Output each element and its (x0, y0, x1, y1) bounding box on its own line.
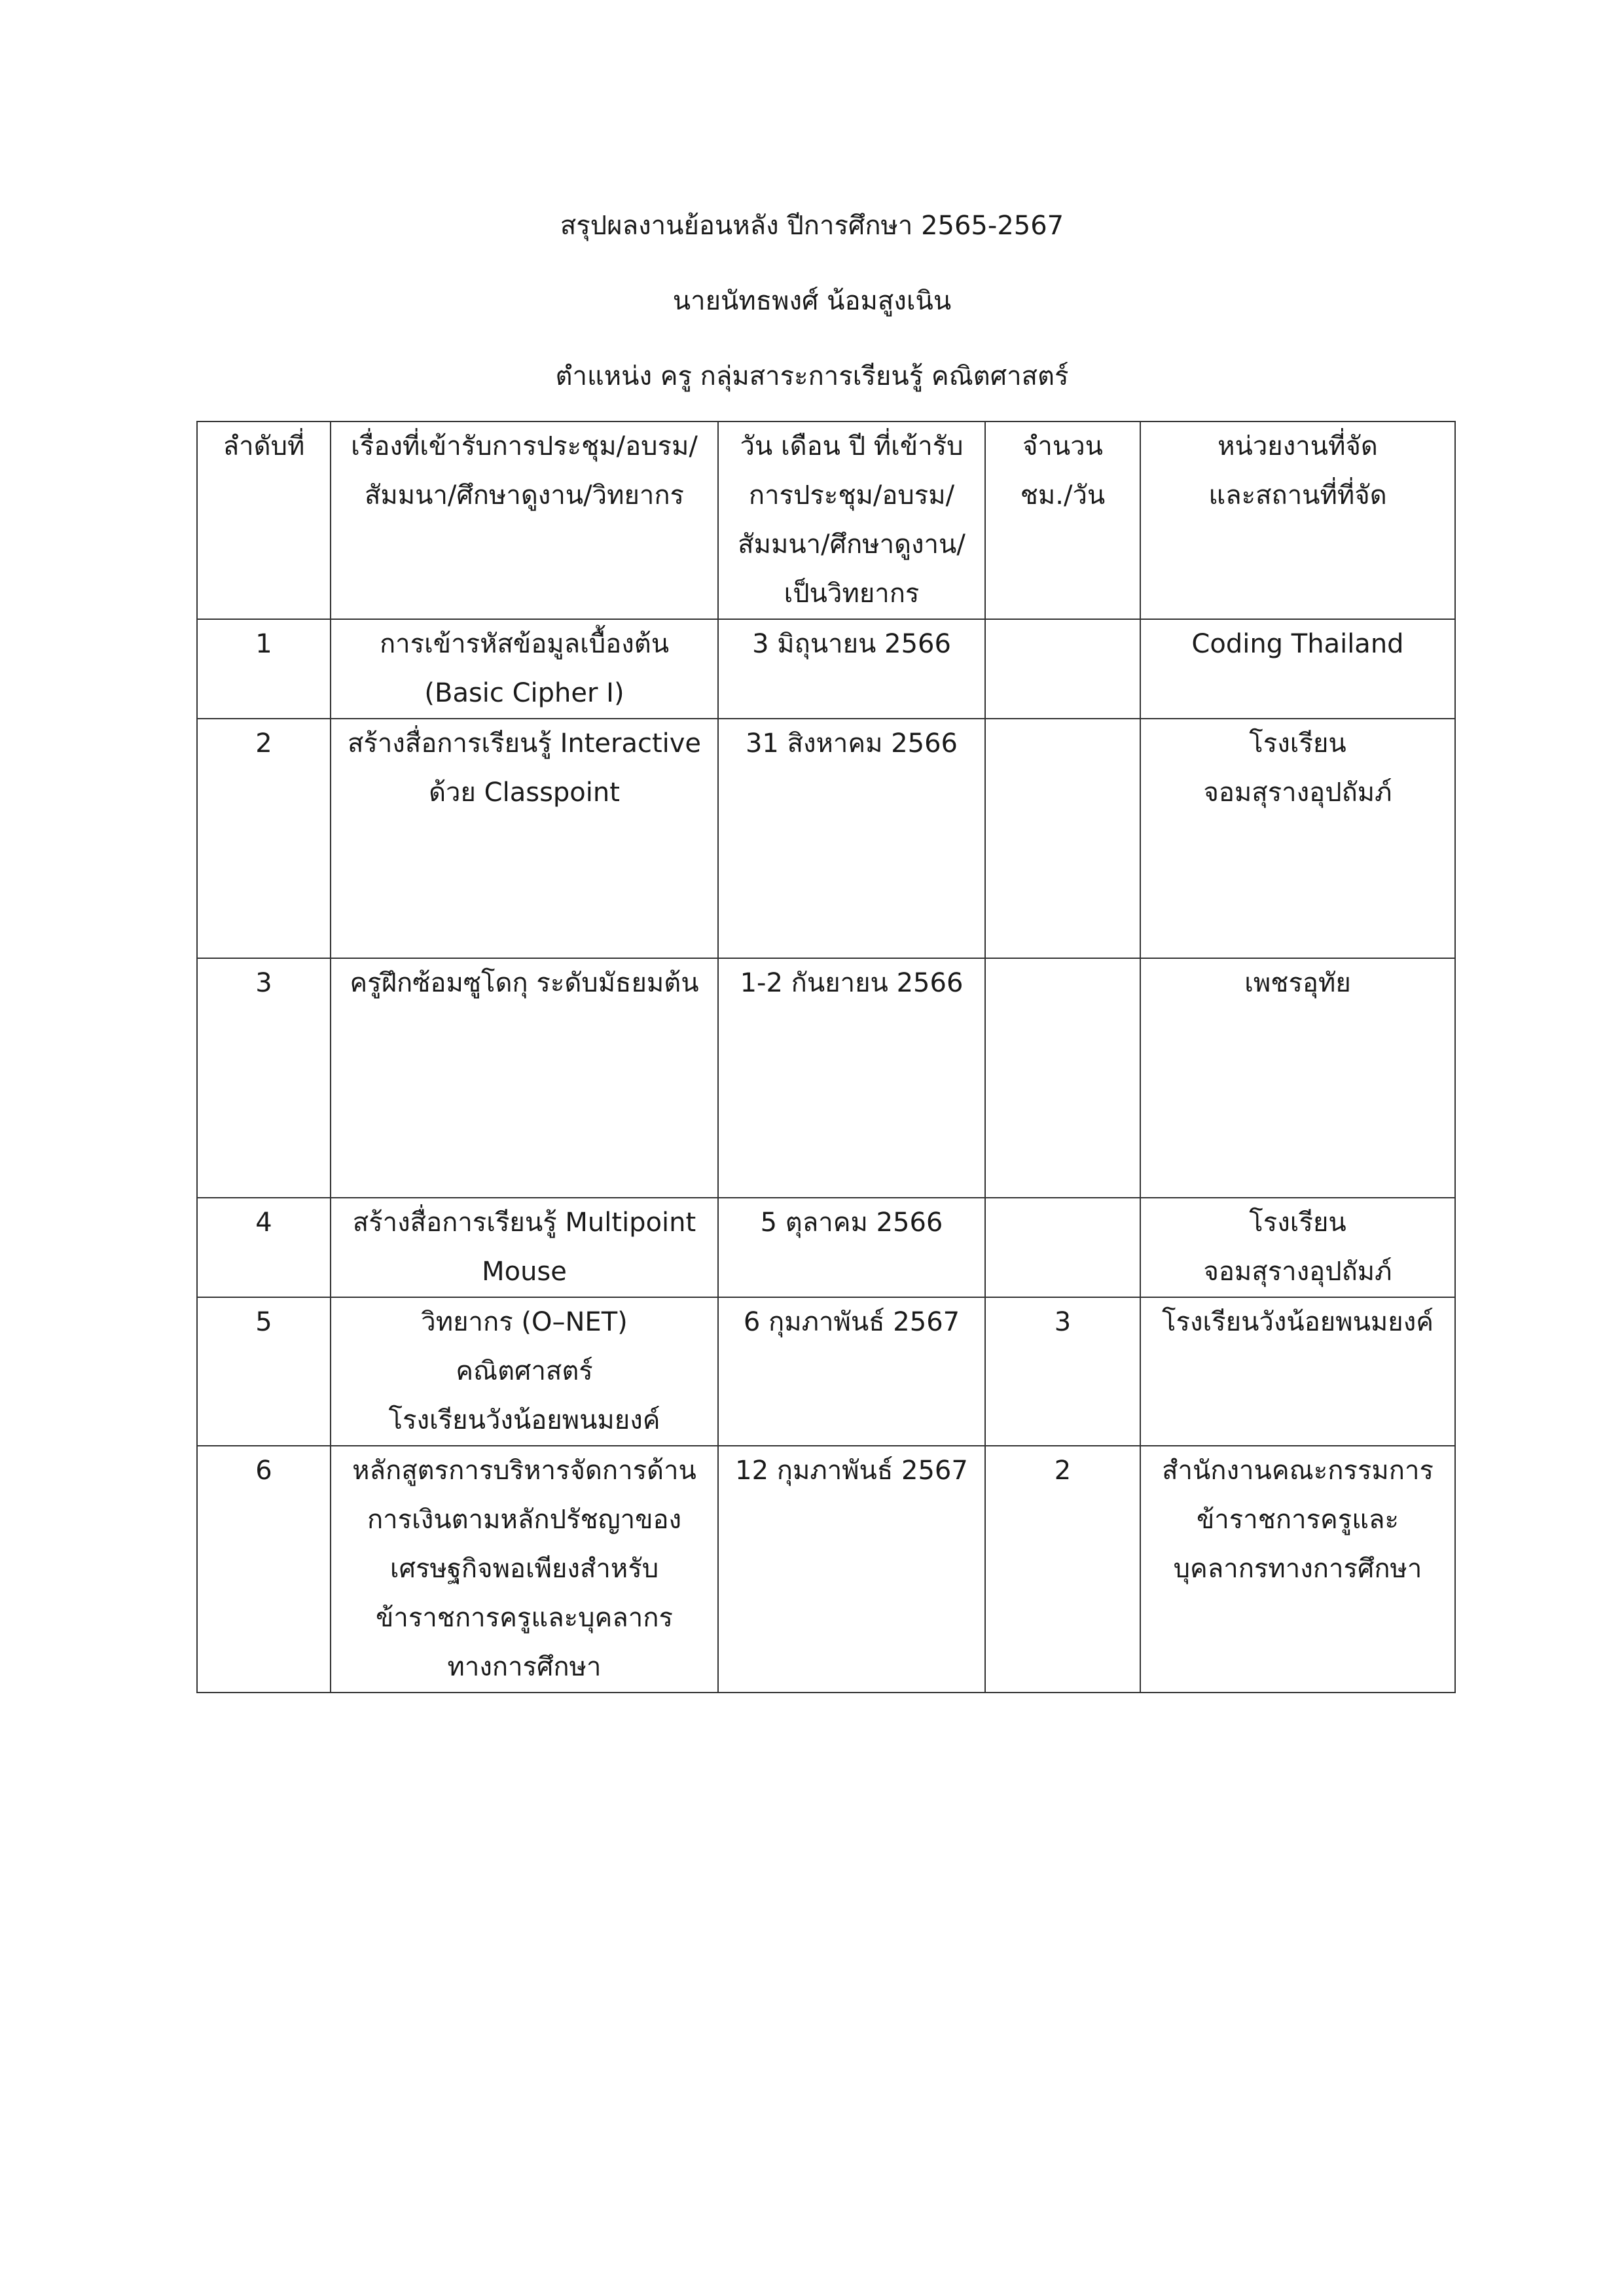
header-cell-topic (331, 422, 718, 619)
cell-line: การเงินตามหลักปรัชญาของ (367, 1505, 682, 1535)
cell-line: ทางการศึกษา (447, 1652, 602, 1682)
table-row (197, 1198, 1455, 1297)
cell-line: สร้างสื่อการเรียนรู้ Multipoint (352, 1208, 696, 1238)
teacher-name: นายนัทธพงศ์ น้อมสูงเนิน (672, 286, 952, 316)
cell-hours (985, 1198, 1140, 1297)
cell-line: 1-2 กันยายน 2566 (740, 968, 964, 998)
cell-organizer (1140, 1297, 1455, 1446)
teacher-position: ตำแหน่ง ครู กลุ่มสาระการเรียนรู้ คณิตศาสตร์ (555, 361, 1069, 391)
cell-line: 5 ตุลาคม 2566 (760, 1208, 943, 1238)
cell-hours (985, 619, 1140, 719)
cell-line: 12 กุมภาพันธ์ 2567 (735, 1456, 968, 1486)
cell-line: โรงเรียน (1249, 1208, 1346, 1238)
cell-line: 2 (255, 728, 272, 759)
cell-topic (331, 719, 718, 958)
table-row (197, 619, 1455, 719)
cell-line: เศรษฐกิจพอเพียงสำหรับ (389, 1554, 659, 1584)
cell-line: Coding Thailand (1191, 629, 1404, 659)
cell-date (718, 958, 985, 1198)
document-title: สรุปผลงานย้อนหลัง ปีการศึกษา 2565-2567 (560, 211, 1064, 241)
header-line: ชม./วัน (1020, 480, 1106, 511)
cell-line: โรงเรียนวังน้อยพนมยงค์ (1161, 1307, 1434, 1337)
cell-date (718, 719, 985, 958)
cell-hours (985, 719, 1140, 958)
header-cell-hours (985, 422, 1140, 619)
cell-line: 3 มิถุนายน 2566 (752, 629, 951, 659)
header-cell-date (718, 422, 985, 619)
cell-organizer (1140, 619, 1455, 719)
cell-topic (331, 619, 718, 719)
cell-line: 3 (1054, 1307, 1072, 1337)
header-line: สัมมนา/ศึกษาดูงาน/ (738, 529, 965, 560)
cell-no (197, 619, 331, 719)
cell-line: ข้าราชการครูและ (1196, 1505, 1399, 1535)
cell-organizer (1140, 1446, 1455, 1693)
cell-hours (985, 1297, 1140, 1446)
cell-line: 5 (255, 1307, 272, 1337)
header-cell-organizer (1140, 422, 1455, 619)
table-row (197, 719, 1455, 958)
cell-no (197, 719, 331, 958)
header-line: การประชุม/อบรม/ (748, 480, 955, 511)
header-cell-no (197, 422, 331, 619)
cell-topic (331, 958, 718, 1198)
header-line: เป็นวิทยากร (784, 579, 920, 609)
cell-line: 2 (1054, 1456, 1072, 1486)
cell-line: บุคลากรทางการศึกษา (1173, 1554, 1422, 1584)
cell-line: วิทยากร (O–NET) (421, 1307, 628, 1337)
cell-line: โรงเรียนวังน้อยพนมยงค์ (388, 1405, 660, 1435)
cell-line: ข้าราชการครูและบุคลากร (376, 1603, 673, 1633)
cell-organizer (1140, 719, 1455, 958)
cell-line: หลักสูตรการบริหารจัดการด้าน (352, 1456, 696, 1486)
cell-line: โรงเรียน (1249, 728, 1346, 759)
header-line: เรื่องที่เข้ารับการประชุม/อบรม/ (351, 431, 698, 461)
header-line: วัน เดือน ปี ที่เข้ารับ (740, 431, 964, 461)
cell-line: 6 (255, 1456, 272, 1486)
table-header-row (197, 422, 1455, 619)
cell-organizer (1140, 1198, 1455, 1297)
training-record-table (196, 421, 1456, 1693)
cell-no (197, 1198, 331, 1297)
cell-no (197, 958, 331, 1198)
cell-line: การเข้ารหัสข้อมูลเบื้องต้น (379, 629, 670, 659)
cell-hours (985, 1446, 1140, 1693)
cell-line: 1 (255, 629, 272, 659)
cell-hours (985, 958, 1140, 1198)
table-row (197, 1297, 1455, 1446)
header-line: และสถานที่ที่จัด (1208, 480, 1387, 511)
cell-no (197, 1446, 331, 1693)
header-line: ลำดับที่ (223, 431, 305, 461)
cell-no (197, 1297, 331, 1446)
cell-topic (331, 1198, 718, 1297)
cell-line: สำนักงานคณะกรรมการ (1162, 1456, 1434, 1486)
cell-line: เพชรอุทัย (1244, 968, 1351, 998)
cell-line: สร้างสื่อการเรียนรู้ Interactive (347, 728, 702, 759)
header-line: หน่วยงานที่จัด (1218, 431, 1378, 461)
cell-line: (Basic Cipher I) (424, 678, 624, 708)
cell-line: จอมสุรางอุปถัมภ์ (1203, 778, 1392, 808)
header-line: สัมมนา/ศึกษาดูงาน/วิทยากร (364, 480, 685, 511)
cell-line: จอมสุรางอุปถัมภ์ (1203, 1257, 1392, 1287)
cell-line: ครูฝึกซ้อมซูโดกุ ระดับมัธยมต้น (350, 968, 699, 998)
cell-date (718, 1198, 985, 1297)
cell-date (718, 1297, 985, 1446)
cell-line: ด้วย Classpoint (429, 778, 620, 808)
cell-line: 6 กุมภาพันธ์ 2567 (743, 1307, 960, 1337)
cell-topic (331, 1446, 718, 1693)
table-row (197, 958, 1455, 1198)
table-row (197, 1446, 1455, 1693)
cell-topic (331, 1297, 718, 1446)
cell-organizer (1140, 958, 1455, 1198)
cell-line: 31 สิงหาคม 2566 (745, 728, 958, 759)
cell-line: 3 (255, 968, 272, 998)
cell-line: Mouse (482, 1257, 567, 1287)
cell-date (718, 1446, 985, 1693)
cell-date (718, 619, 985, 719)
cell-line: คณิตศาสตร์ (456, 1356, 593, 1386)
cell-line: 4 (255, 1208, 272, 1238)
header-line: จำนวน (1022, 431, 1104, 461)
